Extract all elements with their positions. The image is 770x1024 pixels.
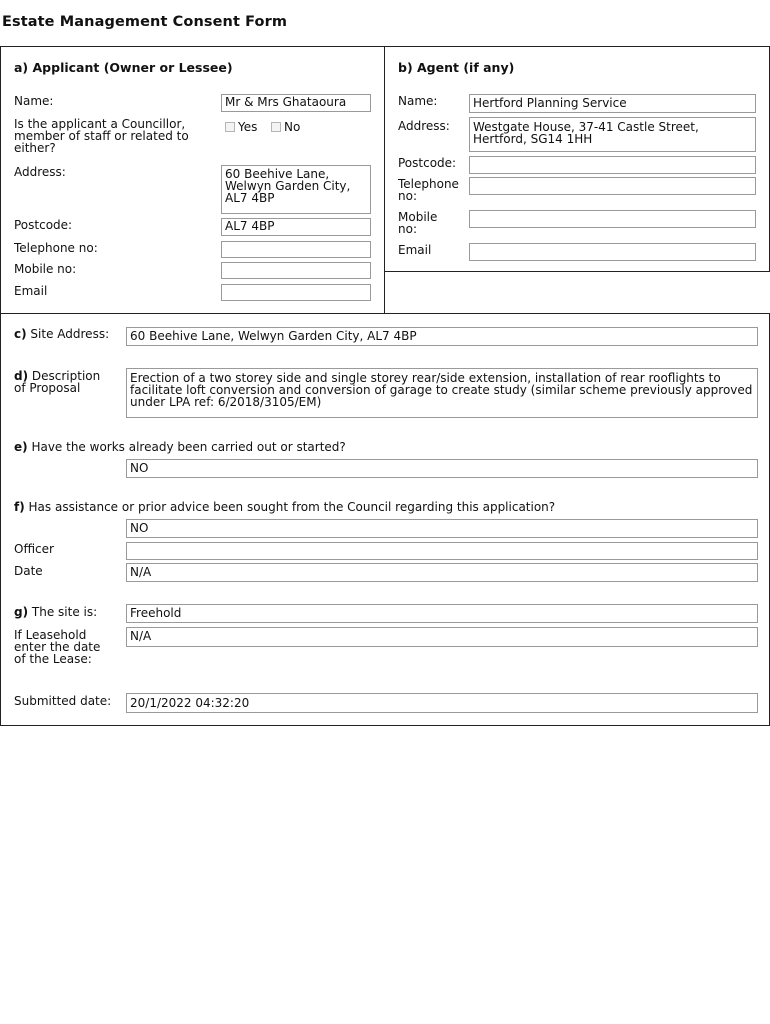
agent-telephone-field[interactable] (469, 177, 756, 195)
date-label: Date (14, 564, 43, 578)
site-is-field[interactable]: Freehold (126, 604, 758, 623)
details-section (0, 313, 770, 726)
applicant-email-label: Email (14, 284, 48, 298)
applicant-postcode-field[interactable]: AL7 4BP (221, 218, 371, 236)
agent-email-field[interactable] (469, 243, 756, 261)
advice-question-label: f) Has assistance or prior advice been sought from the Council regarding this application? (14, 500, 556, 514)
applicant-heading: a) Applicant (Owner or Lessee) (14, 60, 233, 75)
agent-telephone-label: Telephone no: (398, 177, 459, 203)
leasehold-label: If Leasehold enter the date of the Lease: (14, 628, 101, 666)
site-is-label: g) The site is: (14, 605, 98, 619)
description-field[interactable]: Erection of a two storey side and single storey rear/side extension, installation of rear rooflights to facilitate loft conversion and conversion of garage to create study (similar scheme previously approved under LPA ref: 6/2018/3105/EM) (126, 368, 758, 418)
agent-email-label: Email (398, 243, 432, 257)
no-checkbox-label: No (284, 120, 301, 134)
no-checkbox[interactable] (271, 122, 281, 132)
yes-checkbox-label: Yes (238, 120, 258, 134)
applicant-telephone-field[interactable] (221, 241, 371, 258)
works-field[interactable]: NO (126, 459, 758, 478)
applicant-telephone-label: Telephone no: (14, 241, 98, 255)
officer-label: Officer (14, 542, 54, 556)
applicant-address-label: Address: (14, 165, 66, 179)
yes-checkbox[interactable] (225, 122, 235, 132)
submitted-date-field[interactable]: 20/1/2022 04:32:20 (126, 693, 758, 713)
agent-address-label: Address: (398, 119, 450, 133)
date-field[interactable]: N/A (126, 563, 758, 582)
applicant-mobile-field[interactable] (221, 262, 371, 279)
agent-postcode-label: Postcode: (398, 156, 457, 170)
leasehold-field[interactable]: N/A (126, 627, 758, 647)
agent-heading: b) Agent (if any) (398, 60, 515, 75)
site-address-label: c) Site Address: (14, 327, 110, 341)
description-label: d) Description of Proposal (14, 369, 101, 395)
applicant-section (0, 46, 385, 314)
agent-name-label: Name: (398, 94, 438, 108)
advice-field[interactable]: NO (126, 519, 758, 538)
applicant-name-field[interactable]: Mr & Mrs Ghataoura (221, 94, 371, 112)
councillor-options (225, 120, 300, 134)
works-question-label: e) Have the works already been carried out or started? (14, 440, 346, 454)
agent-name-field[interactable]: Hertford Planning Service (469, 94, 756, 113)
agent-mobile-label: Mobile no: (398, 210, 438, 236)
applicant-address-field[interactable]: 60 Beehive Lane, Welwyn Garden City, AL7 4BP (221, 165, 371, 214)
applicant-postcode-label: Postcode: (14, 218, 73, 232)
agent-postcode-field[interactable] (469, 156, 756, 174)
agent-section (384, 46, 770, 272)
councillor-question-label: Is the applicant a Councillor, member of staff or related to either? (14, 117, 189, 155)
form-title: Estate Management Consent Form (2, 14, 288, 30)
agent-address-field[interactable]: Westgate House, 37-41 Castle Street, Hertford, SG14 1HH (469, 117, 756, 152)
agent-mobile-field[interactable] (469, 210, 756, 228)
site-address-field[interactable]: 60 Beehive Lane, Welwyn Garden City, AL7 4BP (126, 327, 758, 346)
applicant-mobile-label: Mobile no: (14, 262, 77, 276)
applicant-name-label: Name: (14, 94, 54, 108)
submitted-date-label: Submitted date: (14, 694, 112, 708)
applicant-email-field[interactable] (221, 284, 371, 301)
officer-field[interactable] (126, 542, 758, 560)
